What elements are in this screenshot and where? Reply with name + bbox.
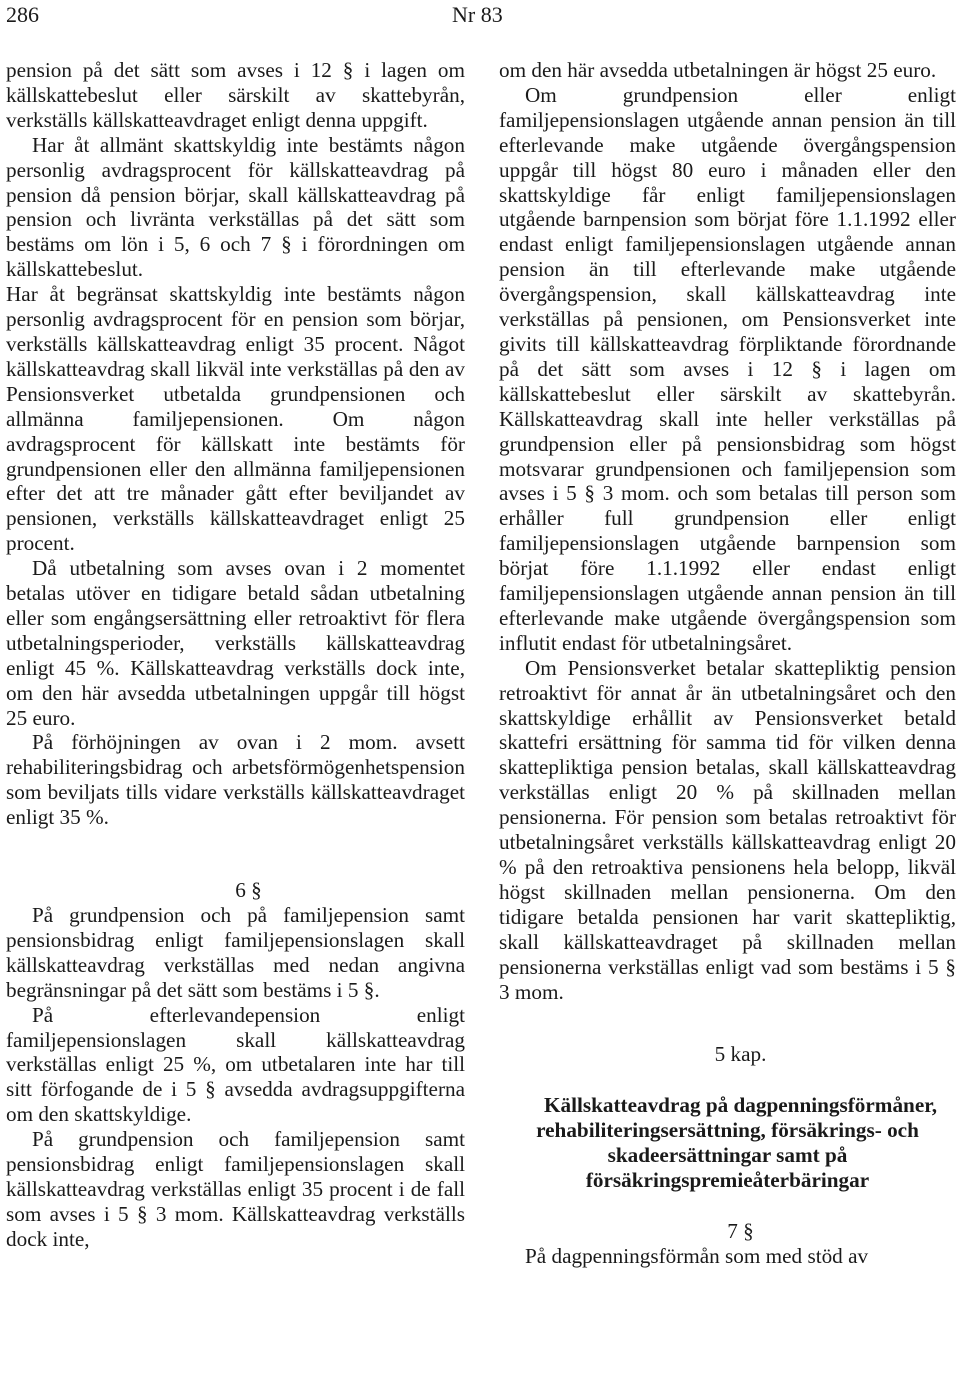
- page-header: [6, 2, 954, 36]
- paragraph: På förhöjningen av ovan i 2 mom. avsett rehabiliteringsbidrag och arbetsförmögenhetspension som beviljats tills vidare verkställs källskatteavdraget enligt 35 %.: [6, 730, 465, 830]
- paragraph: På grundpension och familjepension samt pensionsbidrag enligt familjepensionslagen skall källskatteavdrag verkställas enligt 35 procent i de fall som avses i 5 § 3 mom. Källskatteavdrag verkställs dock inte,: [6, 1127, 465, 1251]
- left-column: [6, 58, 465, 1252]
- series-number: Nr 83: [452, 2, 503, 27]
- paragraph: Om grundpension eller enligt familjepensionslagen utgående annan pension än till efterlevande make utgående övergångspension uppgår till högst 80 euro i månaden eller den skattskyldige får enligt familjepensionslagen utgående barnpension som börjat före 1.1.1992 eller endast enligt familjepensionslagen utgående annan pension än till efterlevande make utgående övergångspension, skall källskatteavdrag inte verkställas på pensionen, om Pensionsverket inte givits till källskatteavdrag förpliktande förordnande på det sätt som avses i 12 § i lagen om källskattebeslut eller särskilt av skattebyrån. Källskatteavdrag skall inte heller verkställas på grundpension eller på pensionsbidrag som högst motsvarar grundpensionen och familjepension som avses i 5 § 3 mom. och som betalas till person som erhåller full grundpension eller enligt familjepensionslagen utgående barnpension som börjat före 1.1.1992 eller endast enligt familjepensionslagen utgående annan pension än till efterlevande make utgående övergångspension som influtit endast för utbetalningsåret.: [499, 82, 956, 655]
- paragraph: om den här avsedda utbetalningen är högst 25 euro.: [499, 58, 937, 82]
- chapter-heading: 5 kap.: [714, 1042, 767, 1067]
- page-number: 286: [6, 2, 39, 27]
- chapter-title: Källskatteavdrag på dagpenningsförmåner, rehabiliteringsersättning, försäkrings- och skadeersättningar samt på försäkringspremieåterbäringar: [536, 1093, 937, 1193]
- paragraph: pension på det sätt som avses i 12 § i lagen om källskattebeslut eller särskilt av skattebyrån, verkställs källskatteavdraget enligt denna uppgift.: [6, 58, 465, 132]
- paragraph: Har åt allmänt skattskyldig inte bestämts någon personlig avdragsprocent för källskatteavdrag på pension då pension börjar, skall källskatteavdrag på pension och livränta verkställas på det sätt som bestäms om lön i 5, 6 och 7 § i förordningen om källskattebeslut.: [6, 132, 465, 282]
- paragraph: Om Pensionsverket betalar skattepliktig pension retroaktivt för annat år än utbetalningsåret och den skattskyldige erhållit av Pensionsverket betald skattefri ersättning för samma tid för vilken denna skattepliktiga pension betalas, skall källskatteavdrag verkställas enligt 20 % på skillnaden mellan pensionerna. För pension som betalas retroaktivt för utbetalningsåret verkställs källskatteavdrag enligt 20 % på den retroaktiva pensionens hela belopp, likväl högst skillnaden mellan pensionerna. Om den tidigare betalda pensionen har varit skattepliktig, skall källskatteavdraget på skillnaden mellan pensionerna verkställas enligt vad som bestäms i 5 § 3 mom.: [499, 655, 956, 1004]
- section-heading: 6 §: [235, 878, 262, 903]
- paragraph: På grundpension och på familjepension samt pensionsbidrag enligt familjepensionslagen skall källskatteavdrag verkställas med nedan angivna begränsningar på det sätt som bestäms i 5 §.: [6, 903, 465, 1002]
- paragraph: Har åt begränsat skattskyldig inte bestämts någon personlig avdragsprocent för en pension som börjar, verkställs källskatteavdrag enligt 35 procent. Något källskatteavdrag skall likväl inte verkställas på den av Pensionsverket utbetalda grundpensionen och allmänna familjepensionen. Om någon avdragsprocent för källskatt inte bestämts för grundpensionen eller den allmänna familjepensionen efter det att tre månader gått efter beviljandet av pensionen, verkställs källskatteavdraget enligt 25 procent.: [6, 282, 465, 556]
- paragraph: På efterlevandepension enligt familjepensionslagen skall källskatteavdrag verkställas enligt 25 %, om utbetalaren inte har till sitt förfogande de i 5 § avsedda avdragsuppgifterna om den skattskyldige.: [6, 1002, 465, 1127]
- paragraph: På dagpenningsförmån som med stöd av: [525, 1244, 869, 1269]
- section-heading: 7 §: [727, 1219, 754, 1244]
- paragraph: Då utbetalning som avses ovan i 2 momentet betalas utöver en tidigare betald sådan utbetalning eller som engångsersättning eller retroaktivt för flera utbetalningsperioder, verkställs källskatteavdrag enligt 45 %. Källskatteavdrag verkställs dock inte, om den här avsedda utbetalningen uppgår till högst 25 euro.: [6, 556, 465, 730]
- right-column: [499, 58, 956, 1269]
